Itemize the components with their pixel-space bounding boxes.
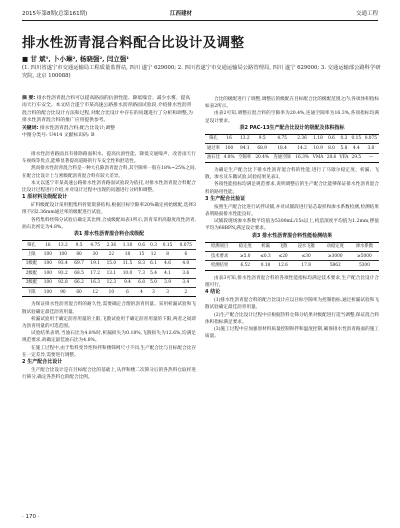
- table-row: [22, 269, 196, 278]
- table-cell: 14.2: [293, 144, 311, 153]
- table-cell: 10.9: [311, 144, 325, 153]
- abstract-block: [22, 95, 195, 139]
- table-header-cell: 13.2: [236, 134, 253, 143]
- table-header-cell: 渗水系数: [350, 242, 379, 251]
- table-cell: 100: [41, 259, 55, 268]
- table-row: [22, 250, 196, 259]
- table-cell: 5.4: [148, 269, 160, 278]
- table-cell: 技术要求: [205, 252, 234, 261]
- table-header-cell: 0.6: [136, 241, 148, 250]
- table-cell: 100: [41, 287, 55, 296]
- table-cell: 18: [119, 250, 135, 259]
- table-header-cell: 0.3: [148, 241, 160, 250]
- table-cell: 6: [119, 287, 135, 296]
- table-cell: 5862: [321, 261, 350, 270]
- table-cell: 11.5: [119, 259, 135, 268]
- table-header-cell: 13.2: [55, 241, 71, 250]
- body-column-right: [205, 96, 379, 340]
- table-header-cell: 0.15: [160, 241, 176, 250]
- table-cell: 100: [41, 278, 55, 287]
- table-cell: 80: [71, 250, 87, 259]
- table-cell: 68.5: [71, 269, 87, 278]
- table-cell: 12: [148, 250, 160, 259]
- table-header-cell: 浸水飞散: [292, 242, 321, 251]
- table-cell: 2: [176, 287, 196, 296]
- table-cell: 4.8%: [222, 153, 236, 162]
- table-cell: 16.3%: [293, 153, 311, 162]
- table-cell: 10: [103, 287, 119, 296]
- table-header-cell: 2.36: [293, 134, 311, 143]
- table-cell: 0.18: [256, 261, 274, 270]
- table-row: [22, 278, 196, 287]
- table-header-cell: 9.5: [71, 241, 87, 250]
- section-heading: 4 结论: [205, 289, 221, 296]
- table-cell: VFA: [338, 153, 350, 162]
- section-category: 交通工程: [355, 11, 378, 17]
- abstract-text: 排水性沥青混合料可以提高路面的抗滑性能、降低噪音、减少水雾、提高雨天行车安全。本文结合遂宁市某高速公路排水沥青路面试验段,介绍排水性沥青混合料的配合比设计方法和过程,对配合比设计中存在的问题进行了分析和调整,为排水性沥青混合料的推广应用提供参考。: [22, 96, 193, 124]
- table-cell: 68.9: [253, 144, 271, 153]
- table-cell: 15: [136, 250, 148, 259]
- table-row: [205, 153, 379, 162]
- body-paragraph: 本文以遂宁市某高速公路排水性沥青路面试验段为依托,对排水性沥青混合料配合比设计过程进行介绍,并对设计过程中出现的问题进行分析和调整。: [22, 180, 196, 194]
- table-cell: 69.7: [71, 259, 87, 268]
- section-heading: 3 生产配合比验证: [205, 195, 246, 202]
- body-paragraph: 然而排水性沥青混合料是一种大孔隙沥青混合料,其空隙率一般在18%~25%之间,在配合比设计上与密级配沥青混合料有较大差异。: [22, 166, 197, 179]
- table-cell: 29.5: [350, 153, 363, 162]
- table-cell: 4.4: [350, 144, 363, 153]
- body-paragraph: 析漏试验用于确定沥青用量的上限,飞散试验用于确定沥青用量的下限,两者之间即为沥青用量的可选范围。: [22, 316, 196, 329]
- table-cell: 12: [87, 287, 103, 296]
- table-cell: 3级配: [22, 278, 41, 287]
- table-cell: 17.8: [292, 261, 321, 270]
- table-header-cell: 16: [41, 241, 55, 250]
- table-cell: 3.9: [160, 278, 176, 287]
- table-header-cell: 4.75: [87, 241, 103, 250]
- table3: [205, 242, 379, 271]
- body-paragraph: 生产配合比设计是在目标配合比的基础上,从拌和楼二次筛分后的各热料仓取样进行筛分,确定各热料仓的配合比例。: [22, 368, 196, 381]
- table-header-cell: 2.36: [103, 241, 119, 250]
- table-cell: 下限: [22, 287, 41, 296]
- table-caption: 表3 排水性沥青混合料性能检测结果: [251, 232, 333, 239]
- table-cell: 连通空隙: [271, 153, 293, 162]
- table-cell: 94.1: [236, 144, 253, 153]
- body-paragraph: 矿料级配设计采用粗集料骨架嵌挤结构,根据目标空隙率20%确定初始级配,选择3组不同2.36mm通过率的级配进行试验。: [22, 203, 196, 216]
- table-cell: 10.0: [119, 269, 135, 278]
- table-cell: 5.0: [148, 278, 160, 287]
- table-cell: 100: [222, 144, 236, 153]
- keywords: [22, 125, 195, 132]
- table-cell: 7.3: [136, 269, 148, 278]
- table-caption: 表2 PAC-13生产配合比设计的级配及体积指标: [239, 124, 345, 131]
- section-heading: 2 生产配合比设计: [22, 359, 63, 365]
- body-paragraph: 试铺段现场渗水系数平均值为5300mL/15s以上,构造深度平均值为1.2mm,摆值平均为68BPN,满足设计要求。: [205, 219, 379, 232]
- running-header: [22, 7, 378, 19]
- table-cell: 28.6: [325, 153, 338, 162]
- body-paragraph: 按照生产配合比进行试拌试铺,并对试铺段进行钻芯取样和渗水系数检测,检测结果表明路面排水性能良好。: [205, 204, 379, 217]
- table-cell: 16.3: [87, 278, 103, 287]
- table-cell: 2级配: [22, 269, 41, 278]
- table-cell: ≤20: [275, 252, 292, 261]
- table-cell: 8: [160, 250, 176, 259]
- table-header-cell: 飞散: [275, 242, 292, 251]
- table-cell: 1级配: [22, 259, 41, 268]
- table-cell: 6: [176, 250, 196, 259]
- table-cell: 60: [71, 287, 87, 296]
- table-cell: 20.4%: [253, 153, 271, 162]
- table-cell: 8.3: [136, 259, 148, 268]
- table-cell: 3.6: [176, 269, 196, 278]
- table-cell: 93.2: [55, 269, 71, 278]
- abstract-label: 摘 要:: [22, 96, 36, 101]
- table-cell: 6.52: [234, 261, 256, 270]
- table-cell: 22: [103, 250, 119, 259]
- table-cell: 12.6: [275, 261, 292, 270]
- table-row: [205, 144, 379, 153]
- table-cell: ≤30: [292, 252, 321, 261]
- table-header-cell: 析漏: [256, 242, 274, 251]
- classification: 中图分类号: U414 文献标识码: B: [22, 133, 95, 139]
- body-paragraph: 各档集料经筛分试验后确定其比例,合成级配如表1所示,沥青采用高黏度改性沥青,油石比初定为4.8%。: [22, 217, 196, 230]
- body-paragraph: 合比的级配进行了调整,调整后的级配在目标配合比的级配范围之内,各项体积指标如表2所示。: [205, 97, 379, 110]
- table-header-cell: 动稳定度: [321, 242, 350, 251]
- table-caption: 表1 排水性沥青混合料合成级配: [73, 231, 145, 238]
- issue-info: 2015年第8期(总第161期): [22, 11, 88, 17]
- body-paragraph: 由表3可知,排水性沥青混合料的各项性能指标均满足技术要求,生产配合比设计合理可行。: [205, 275, 379, 288]
- table-cell: 检测结果: [205, 261, 234, 270]
- table-cell: 6.8: [136, 278, 148, 287]
- table-header-cell: 0.3: [338, 134, 350, 143]
- table-header-cell: 1.18: [311, 134, 325, 143]
- table-header-cell: 筛孔: [205, 134, 222, 143]
- table-cell: 13.1: [103, 269, 119, 278]
- body-paragraph: 由表2可知,调整后混合料的空隙率为20.4%,连通空隙率为16.3%,各项指标均满足设计要求。: [205, 111, 379, 124]
- table-row: [205, 252, 379, 261]
- table-cell: 4: [136, 287, 148, 296]
- table-cell: 100: [41, 250, 55, 259]
- body-paragraph: 在施工过程中,由于集料变异性和拌和楼筛网尺寸不同,生产配合比与目标配合比存在一定差异,需要进行调整。: [22, 345, 196, 358]
- body-paragraph: 排水性沥青路面具有排除路面积水、提高抗滑性能、降低交通噪声、改善雨天行车视线等优点,能够显著提高道路的行车安全性和舒适性。: [22, 152, 196, 165]
- body-paragraph: (1)排水性沥青混合料的配合比设计应以目标空隙率为控制指标,通过析漏试验和飞散试验确定最佳沥青用量。: [205, 298, 379, 311]
- table-cell: 17.2: [87, 269, 103, 278]
- table-cell: 3.4: [176, 278, 196, 287]
- keywords-text: 排水性沥青混合料;配合比设计;调整: [39, 125, 116, 131]
- journal-name: 江西建材: [170, 11, 193, 17]
- table-cell: 93.4: [55, 259, 71, 268]
- table-header-cell: 9.5: [253, 134, 271, 143]
- author-line: ■ 甘 斌¹, 卜小琳², 杨晓强², 闫立强¹: [22, 55, 130, 63]
- header-rule: [22, 20, 378, 21]
- table-cell: 100: [41, 269, 55, 278]
- table-cell: 通过率: [205, 144, 222, 153]
- table-cell: 30: [87, 250, 103, 259]
- body-paragraph: 各项性能指标均满足规范要求,说明调整后的生产配合比能够保证排水性沥青混合料的路用性能。: [205, 182, 379, 195]
- table-cell: —: [363, 153, 379, 162]
- table-cell: 3.8: [363, 144, 379, 153]
- table-cell: 5.8: [338, 144, 350, 153]
- section-heading: 1 原材料及级配设计: [22, 194, 68, 201]
- table-header-cell: 0.075: [363, 134, 379, 143]
- table-cell: 4.0: [176, 259, 196, 268]
- affiliation: (1. 四川省遂宁市交通运输局工程质量监督站, 四川 遂宁 629000; 2. 四川省遂宁市交通运输局公路管理局, 四川 遂宁 629000; 3. 交通运输部公路科学研究院, 北京 100088): [22, 65, 381, 79]
- table-cell: ≥3000: [321, 252, 350, 261]
- table-header-cell: 检测项目: [205, 242, 234, 251]
- table-header-cell: 1.18: [119, 241, 135, 250]
- table-cell: 92.8: [55, 278, 71, 287]
- table-cell: 19.1: [87, 259, 103, 268]
- body-paragraph: (3)施工过程中应加强原材料质量控制和拌和温度控制,确保排水性沥青路面的施工质量。: [205, 327, 379, 340]
- table2: [205, 134, 379, 163]
- table-cell: ≥5.0: [234, 252, 256, 261]
- table-cell: ≥5000: [350, 252, 379, 261]
- table-row: [22, 287, 196, 296]
- table-row: [205, 261, 379, 270]
- table-cell: ≤0.3: [256, 252, 274, 261]
- table-cell: 18.4: [271, 144, 293, 153]
- body-paragraph: 为确定生产配合比下排水性沥青混合料的性能,进行了马歇尔稳定度、析漏、飞散、渗水及车辙试验,试验结果见表3。: [205, 167, 379, 181]
- table1: [22, 240, 196, 297]
- table-cell: 4.6: [160, 259, 176, 268]
- table-row: [22, 259, 196, 268]
- article-title: 排水性沥青混合料配合比设计及调整: [22, 35, 245, 51]
- table-cell: 5300: [350, 261, 379, 270]
- body-paragraph: 为保证排水性沥青混合料的耐久性,需要确定合理的沥青用量。采用析漏试验和飞散试验确定最佳沥青用量。: [22, 302, 196, 315]
- table-header-cell: 16: [222, 134, 236, 143]
- table-cell: 空隙率: [236, 153, 253, 162]
- table-header-cell: 0.075: [176, 241, 196, 250]
- table-cell: 3: [160, 287, 176, 296]
- table-cell: 66.2: [71, 278, 87, 287]
- body-paragraph: (2)生产配合比设计过程中应根据热料仓筛分结果对级配进行适当调整,保证混合料体积指标满足要求。: [205, 312, 379, 325]
- abstract: [22, 95, 195, 125]
- table-cell: 油石比: [205, 153, 222, 162]
- table-header-cell: 稳定度: [234, 242, 256, 251]
- body-paragraph: 试验结果表明,当油石比为4.8%时,析漏损失为0.18%,飞散损失为12.6%,均满足规范要求,故确定最佳油石比为4.8%。: [22, 331, 196, 344]
- table-cell: 4.1: [160, 269, 176, 278]
- page-number: · 170 ·: [22, 514, 40, 520]
- table-header-cell: 0.15: [350, 134, 363, 143]
- table-cell: 90: [55, 287, 71, 296]
- table-header-cell: 0.6: [325, 134, 338, 143]
- table-cell: 12.3: [103, 278, 119, 287]
- table-header-cell: 4.75: [271, 134, 293, 143]
- table-header-cell: 筛孔: [22, 241, 41, 250]
- table-cell: 8.0: [325, 144, 338, 153]
- keywords-label: 关键词:: [22, 125, 39, 131]
- table-cell: 100: [55, 250, 71, 259]
- table-cell: 上限: [22, 250, 41, 259]
- table-cell: 15.0: [103, 259, 119, 268]
- table-cell: VMA: [311, 153, 325, 162]
- table-cell: 9.4: [119, 278, 135, 287]
- body-column-left: [22, 151, 196, 381]
- table-cell: 6.1: [148, 259, 160, 268]
- table-cell: 3: [148, 287, 160, 296]
